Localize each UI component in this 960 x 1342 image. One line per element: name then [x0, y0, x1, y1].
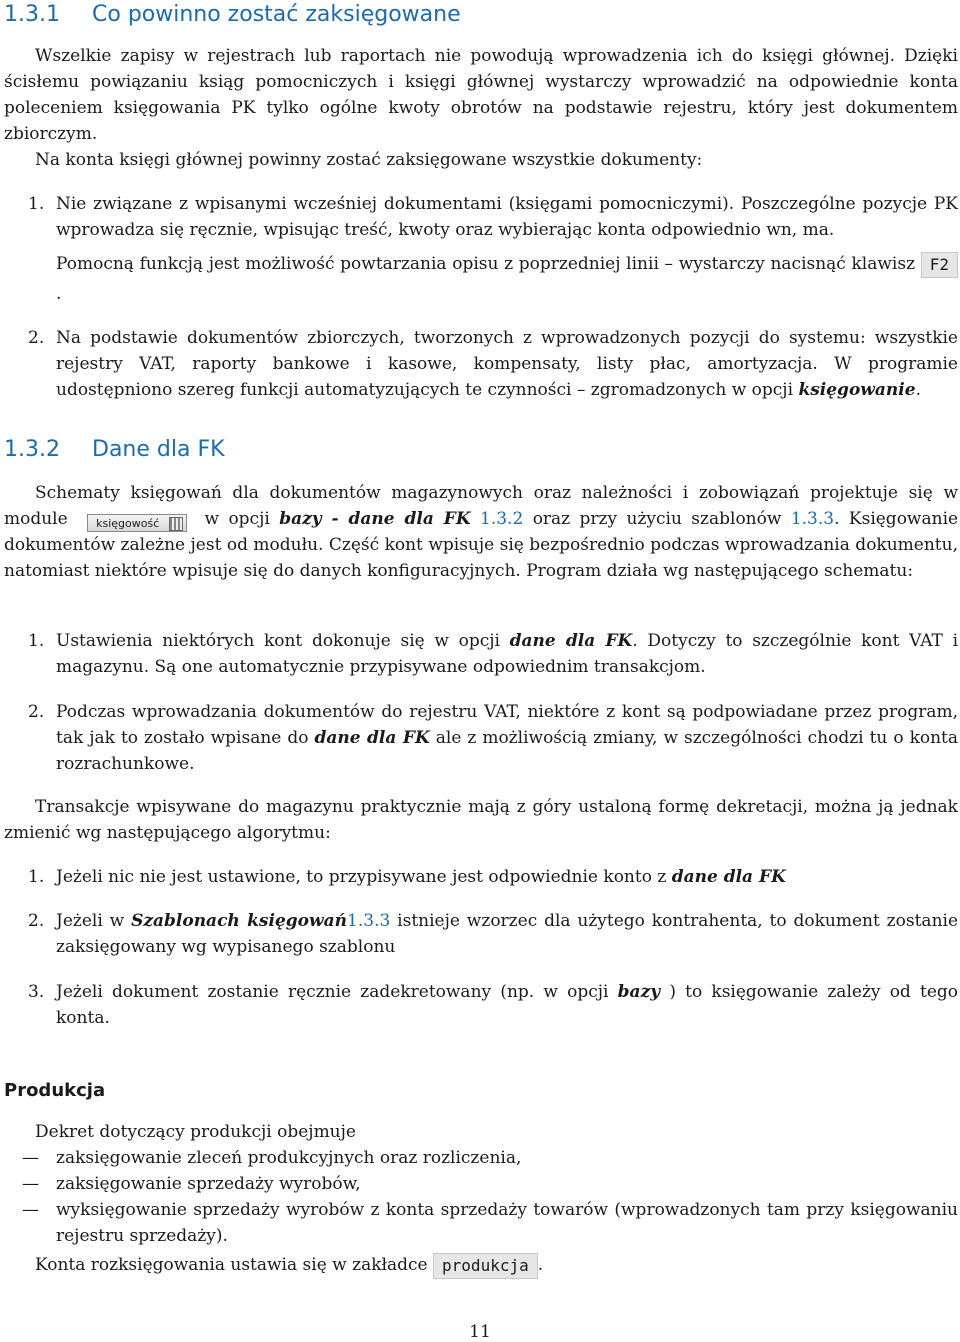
section-heading-1-3-1	[4, 2, 461, 27]
list-item: — wyksięgowanie sprzedaży wyrobów z konta sprzedaży towarów (wprowadzonych tam przy księgowaniu rejestru sprzedaży).	[22, 1200, 958, 1246]
section-heading-1-3-2	[4, 437, 225, 462]
tab-produkcja: produkcja	[433, 1253, 538, 1279]
list-item: 1. Nie związane z wpisanymi wcześniej dokumentami (księgami pomocniczymi). Poszczególne pozycje PK wprowadza się ręcznie, wpisując treść, kwoty oraz wybierając konta odpowiednio wn, ma. Pomocną funkcją jest możliwość powtarzania opisu z poprzedniej linii – wystarczy nacisnąć klawisz F2.	[28, 194, 958, 304]
list-item: 3. Jeżeli dokument zostanie ręcznie zadekretowany (np. w opcji bazy ) to księgowanie zależy od tego konta.	[28, 982, 959, 1028]
paragraph: Schematy księgowań dla dokumentów magazynowych oraz należności i zobowiązań projektuje się w module księgowość w opcji bazy - dane dla FK 1.3.2 oraz przy użyciu szablonów 1.3.3. Księgowanie dokumentów zależne jest od modułu. Część kont wpisuje się bezpośrednio podczas wprowadzania dokumentu, natomiast niektóre wpisuje się do danych konfiguracyjnych. Program działa wg następującego schematu:	[4, 483, 959, 581]
list-item: 1. Jeżeli nic nie jest ustawione, to przypisywane jest odpowiednie konto z dane dla FK	[28, 867, 786, 887]
calculator-icon	[169, 517, 183, 531]
cross-reference[interactable]: 1.3.2	[480, 509, 524, 529]
section-number: 1.3.2	[4, 437, 60, 462]
list-item: 2. Jeżeli w Szablonach księgowań1.3.3 istnieje wzorzec dla użytego kontrahenta, to dokument zostanie zaksięgowany wg wypisanego szablonu	[28, 911, 959, 957]
paragraph: Dekret dotyczący produkcji obejmuje	[35, 1122, 356, 1142]
ksiegowosc-module-button: księgowość	[87, 514, 187, 532]
subsection-heading-produkcja: Produkcja	[4, 1080, 106, 1101]
section-title: Co powinno zostać zaksięgowane	[92, 2, 461, 27]
list-item: 2. Na podstawie dokumentów zbiorczych, tworzonych z wprowadzonych pozycji do systemu: wszystkie rejestry VAT, raporty bankowe i kasowe, kompensaty, listy płac, amortyzacja. W programie udostępniono szereg funkcji automatyzujących te czynności – zgromadzonych w opcji księgowanie.	[28, 328, 958, 400]
page-number: 11	[469, 1322, 491, 1342]
cross-reference[interactable]: 1.3.3	[347, 911, 391, 931]
key-f2: F2	[921, 252, 958, 278]
list-item: 1. Ustawienia niektórych kont dokonuje się w opcji dane dla FK. Dotyczy to szczególnie kont VAT i magazynu. Są one automatycznie przypisywane odpowiednim transakcjom.	[28, 631, 959, 677]
paragraph: Transakcje wpisywane do magazynu praktycznie mają z góry ustaloną formę dekretacji, można ją jednak zmienić wg następującego algorytmu:	[4, 797, 958, 843]
cross-reference[interactable]: 1.3.3	[790, 509, 835, 529]
list-item: 2. Podczas wprowadzania dokumentów do rejestru VAT, niektóre z kont są podpowiadane przez program, tak jak to zostało wpisane do dane dla FK ale z możliwością zmiany, w szczególności chodzi tu o konta rozrachunkowe.	[28, 702, 959, 774]
list-item: — zaksięgowanie zleceń produkcyjnych oraz rozliczenia,	[22, 1148, 522, 1168]
paragraph: Konta rozksięgowania ustawia się w zakładce produkcja .	[4, 1250, 958, 1280]
section-title: Dane dla FK	[92, 437, 225, 462]
list-item: — zaksięgowanie sprzedaży wyrobów,	[22, 1174, 361, 1194]
paragraph: Wszelkie zapisy w rejestrach lub raportach nie powodują wprowadzenia ich do księgi głównej. Dzięki ścisłemu powiązaniu ksiąg pomocniczych i księgi głównej wystarczy wprowadzić na odpowiednie konta poleceniem księgowania PK tylko ogólne kwoty obrotów na podstawie rejestru, który jest dokumentem zbiorczym.	[4, 46, 958, 144]
paragraph: Na konta księgi głównej powinny zostać zaksięgowane wszystkie dokumenty:	[35, 150, 703, 170]
section-number: 1.3.1	[4, 2, 60, 27]
